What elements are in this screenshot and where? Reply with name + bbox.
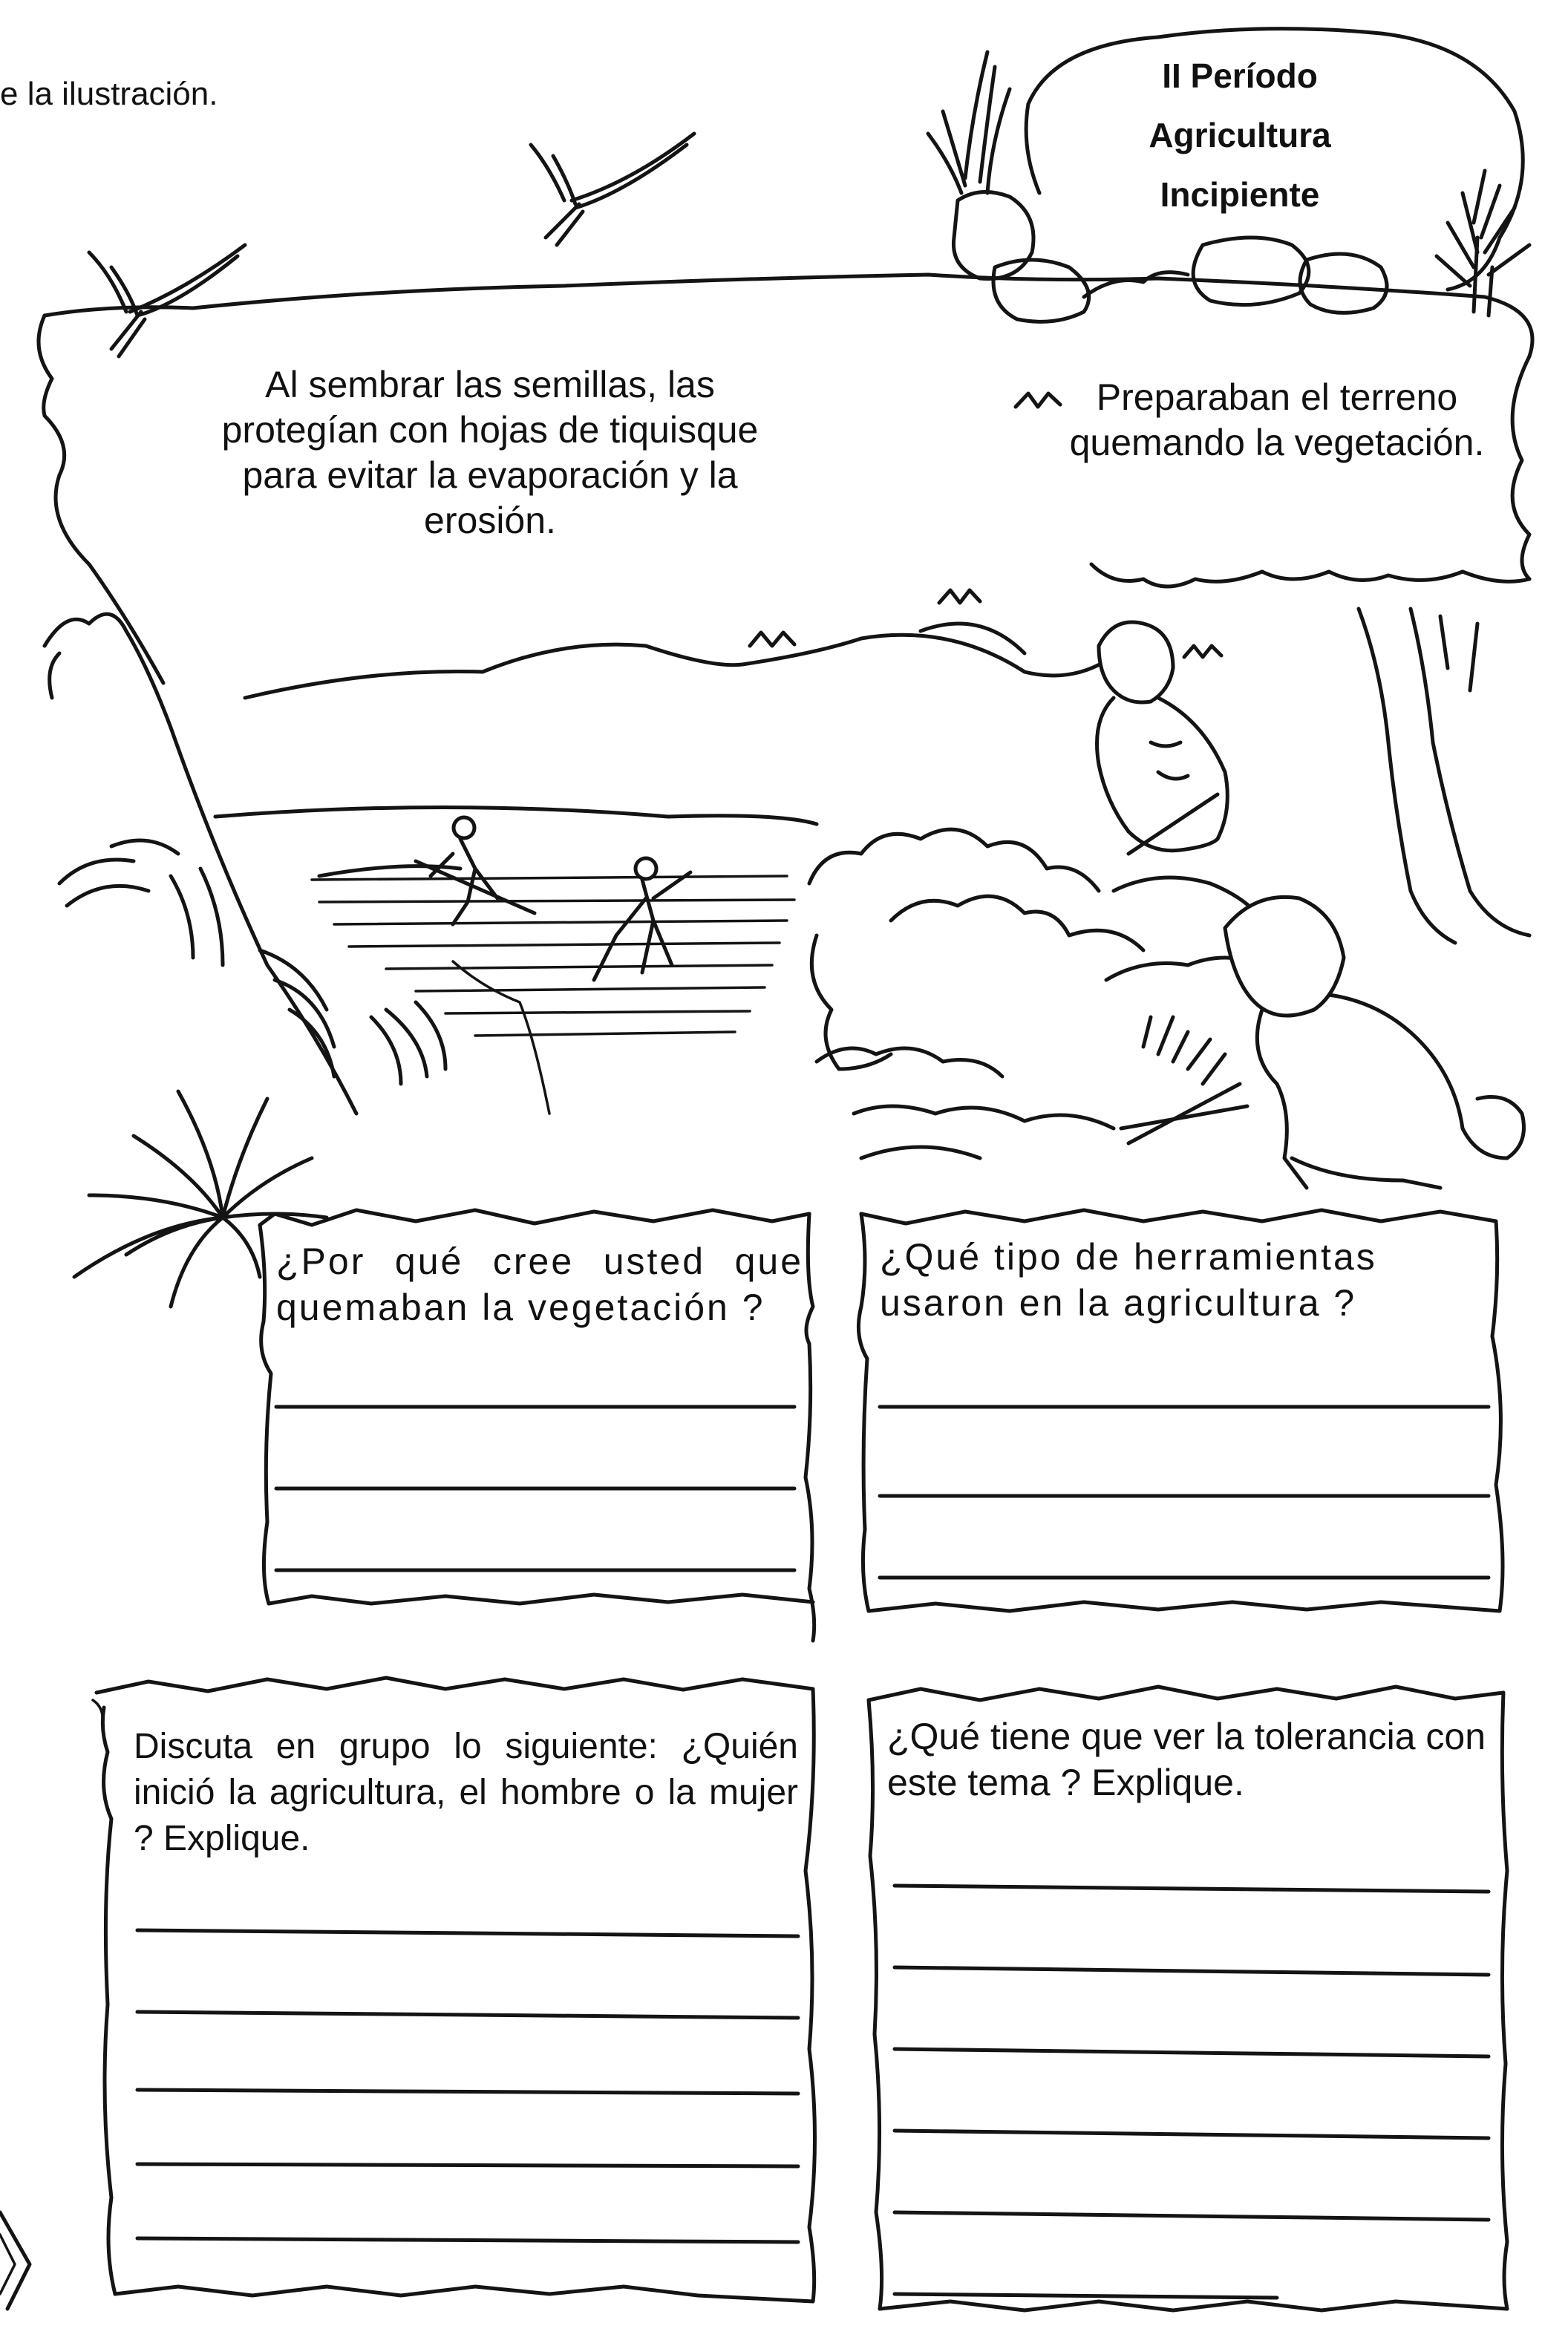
answer-lines [137, 1930, 798, 2242]
question-2-text: ¿Qué tipo de herramientas usaron en la agricultura ? [880, 1236, 1377, 1324]
bird-icon [89, 245, 245, 356]
farmer-icon [1225, 897, 1524, 1188]
arrow-icon [0, 2212, 30, 2309]
instruction-fragment: e la ilustración. [0, 76, 218, 112]
caption-burning: Preparaban el terreno quemando la vegetación. [1069, 376, 1485, 463]
answer-lines [276, 1407, 794, 1570]
title-line: Agricultura [1149, 116, 1331, 154]
caption-sowing: Al sembrar las semillas, las protegían con hojas de tiquisque para evitar la evaporación y la erosión. [221, 364, 759, 541]
page-title [1106, 46, 1373, 224]
farmer-icon [1097, 622, 1263, 921]
question-1-text: ¿Por qué cree usted que quemaban la vegetación ? [276, 1241, 803, 1328]
hill-icon [45, 614, 1106, 1114]
answer-lines [880, 1407, 1489, 1578]
farmer-icon [416, 817, 690, 980]
title-line: Incipiente [1160, 175, 1320, 214]
field-terraces [312, 876, 794, 1114]
tree-icon [1091, 564, 1529, 943]
question-3-text: Discuta en grupo lo siguiente: ¿Quién inició la agricultura, el hombre o la mujer ? Explique. [134, 1727, 798, 1858]
bird-icon [531, 134, 694, 245]
title-line: II Período [1162, 56, 1318, 95]
question-4-text: ¿Qué tiene que ver la tolerancia con este tema ? Explique. [887, 1716, 1486, 1803]
plant-icon [59, 840, 445, 1084]
answer-lines [895, 1886, 1489, 2298]
